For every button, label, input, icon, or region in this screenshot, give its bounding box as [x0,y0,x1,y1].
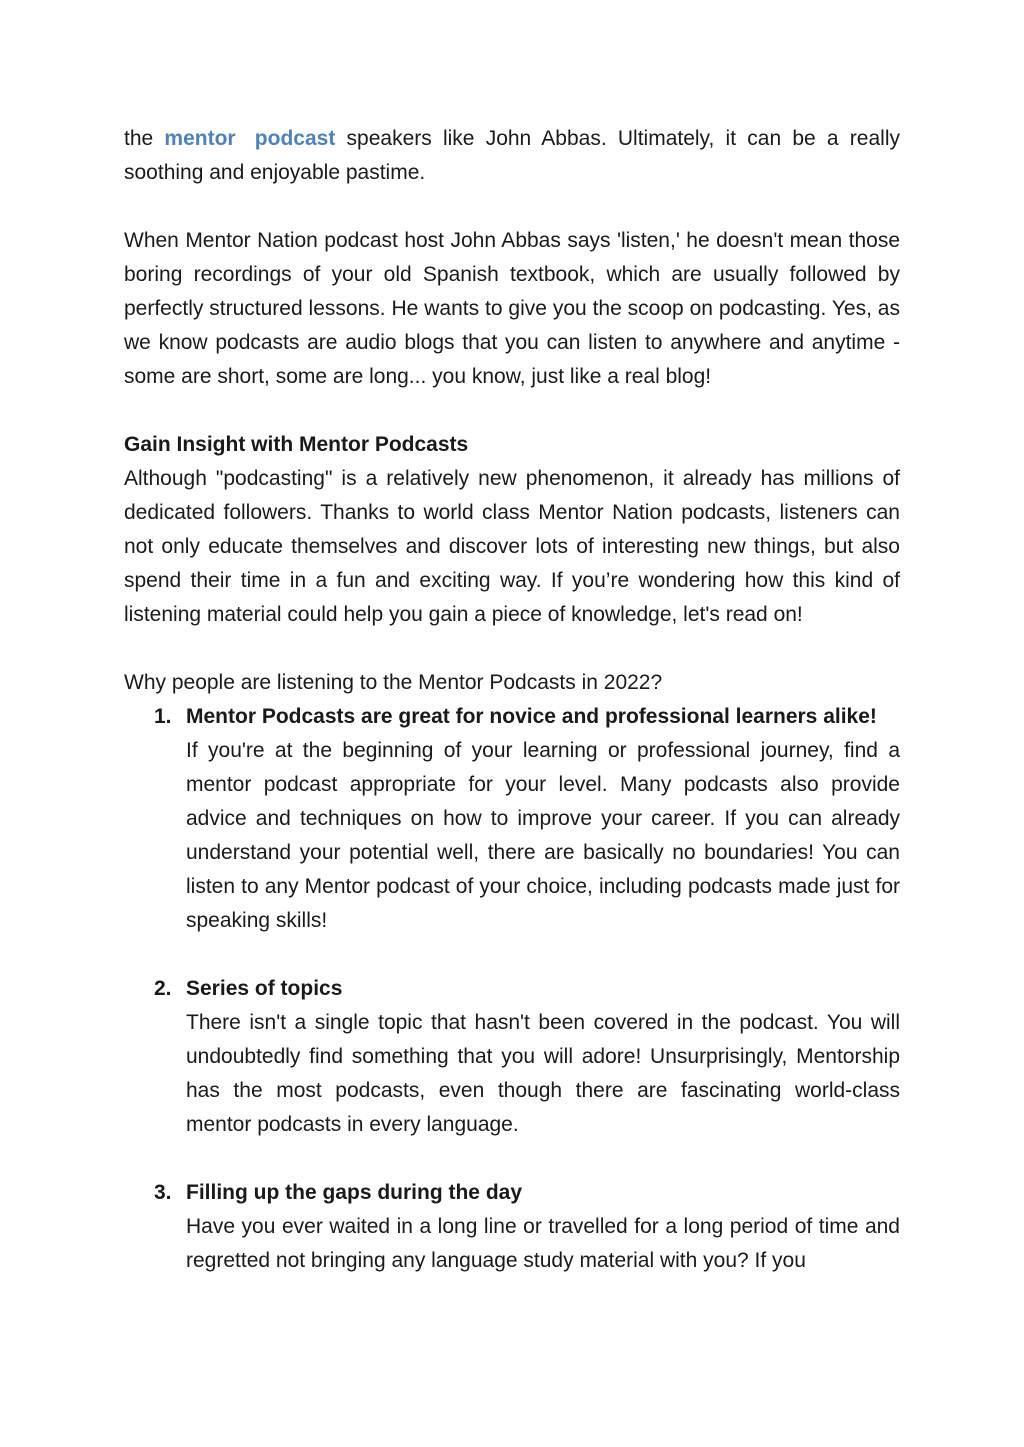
section-heading: Gain Insight with Mentor Podcasts [124,433,469,456]
why-intro: Why people are listening to the Mentor Podcasts in 2022? [124,671,663,694]
reasons-list [124,700,900,1278]
mentor-podcast-link[interactable]: mentor podcast [164,127,336,150]
list-item-body: If you're at the beginning of your learning or professional journey, find a mentor podcast appropriate for your level. Many podcasts also provide advice and techniques on how to improve your career. If you can already understand your potential well, there are basically no boundaries! You can listen to any Mentor podcast of your choice, including podcasts made just for speaking skills! [186,739,900,932]
list-item-body: Have you ever waited in a long line or travelled for a long period of time and regretted not bringing any language study material with you? If you [186,1215,900,1272]
intro-paragraph [124,122,900,190]
list-item-title: Filling up the gaps during the day [186,1181,522,1204]
list-number: 1. [154,705,172,728]
section-body: Although "podcasting" is a relatively new phenomenon, it already has millions of dedicated followers. Thanks to world class Mentor Nation podcasts, listeners can not only educate themselves and discover lots of interesting new things, but also spend their time in a fun and exciting way. If you’re wondering how this kind of listening material could help you gain a piece of knowledge, let's read on! [124,467,900,626]
spacer [124,394,900,428]
list-item-title: Mentor Podcasts are great for novice and professional learners alike! [186,705,877,728]
spacer [124,1142,900,1176]
spacer [124,632,900,666]
spacer [124,938,900,972]
list-item [124,700,900,938]
spacer [124,190,900,224]
paragraph-listen: When Mentor Nation podcast host John Abbas says 'listen,' he doesn't mean those boring recordings of your old Spanish textbook, which are usually followed by perfectly structured lessons. He wants to give you the scoop on podcasting. Yes, as we know podcasts are audio blogs that you can listen to anywhere and anytime - some are short, some are long... you know, just like a real blog! [124,229,900,388]
document-page [124,122,900,1278]
intro-rest: speakers like John Abbas. Ultimately, it can be a really soothing and enjoyable pastime. [124,127,900,184]
list-number: 3. [154,1181,172,1204]
list-number: 2. [154,977,172,1000]
intro-lead: the [124,127,154,150]
list-item-body: There isn't a single topic that hasn't been covered in the podcast. You will undoubtedly find something that you will adore! Unsurprisingly, Mentorship has the most podcasts, even though there are fascinating world-class mentor podcasts in every language. [186,1011,900,1136]
list-item [124,972,900,1142]
list-item [124,1176,900,1278]
list-item-title: Series of topics [186,977,343,1000]
